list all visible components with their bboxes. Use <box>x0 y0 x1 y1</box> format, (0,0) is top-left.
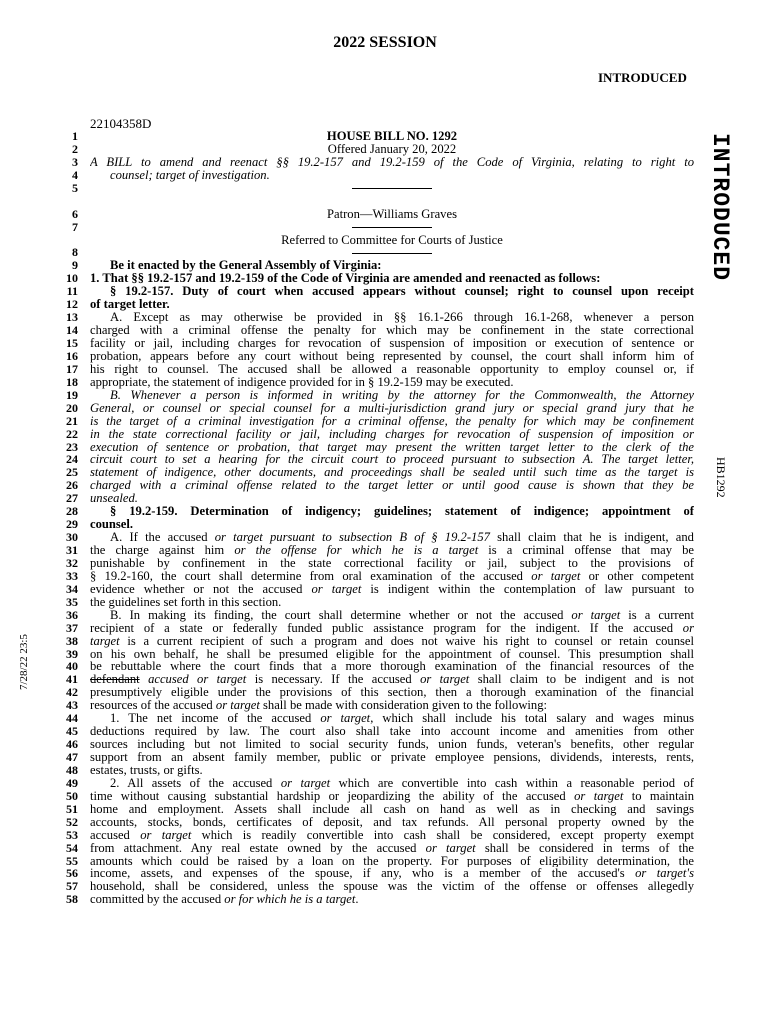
text-line: execution of sentence or probation, that target may present the written target letter to the clerk of the <box>90 440 694 454</box>
line-number: 42 <box>66 685 78 700</box>
line-38 <box>0 635 770 648</box>
line-number: 50 <box>66 788 78 803</box>
text-segment: or other competent <box>580 569 694 583</box>
line-39 <box>0 648 770 661</box>
text-line <box>90 544 694 557</box>
line-21 <box>0 415 770 428</box>
line-31 <box>0 544 770 557</box>
line-7b <box>0 234 770 247</box>
bill-title: A BILL to amend and reenact §§ 19.2-157 and 19.2-159 of the Code of Virginia, relating to right to <box>90 155 694 169</box>
text-segment: shall claim to be indigent and is not <box>469 673 694 687</box>
line-number: 48 <box>66 762 78 777</box>
line-11 <box>0 285 770 298</box>
line-number: 3 <box>72 154 78 169</box>
line-number: 45 <box>66 724 78 739</box>
separator-rule <box>352 253 432 254</box>
separator <box>90 246 694 259</box>
line-number: 47 <box>66 750 78 764</box>
text-line <box>90 673 694 686</box>
text-line: appropriate, the statement of indigence provided for in § 19.2-159 may be executed. <box>90 375 514 389</box>
text-line: B. Whenever a person is informed in writing by the attorney for the Commonwealth, the Attorney <box>110 388 694 402</box>
text-segment: is a criminal offense that may be <box>478 544 694 557</box>
text-line <box>90 570 694 583</box>
line-19 <box>0 389 770 402</box>
line-28 <box>0 505 770 518</box>
line-2 <box>0 143 770 156</box>
inserted-text: or <box>682 621 694 635</box>
line-20 <box>0 402 770 415</box>
line-30 <box>0 531 770 544</box>
text-line: accounts, stocks, bonds, certificates of deposit, and tax refunds. All personal property owned by the <box>90 815 694 829</box>
text-segment: shall claim that he is indigent, and <box>489 531 694 545</box>
text-segment: evidence whether or not the accused <box>90 582 312 596</box>
text-segment: resources of the accused <box>90 699 216 713</box>
text-segment: B. In making its finding, the court shall determine whether or not the accused <box>110 608 572 622</box>
line-51 <box>0 803 770 816</box>
line-number: 18 <box>66 374 78 389</box>
text-segment: to maintain <box>623 789 694 803</box>
text-line <box>90 635 694 648</box>
text-line <box>90 583 694 596</box>
text-line: his right to counsel. The accused shall be allowed a reasonable opportunity to employ counsel or, if <box>90 362 694 376</box>
line-number: 31 <box>66 543 78 557</box>
text-line: punishable by confinement in the state correctional facility or jail, subject to the provisions of <box>90 556 694 570</box>
text-line <box>90 699 694 712</box>
text-line <box>90 712 694 725</box>
text-line: sources including but not limited to social security funds, union funds, veteran's benefits, other regular <box>90 738 694 752</box>
inserted-text: or target pursuant to subsection B of § 19.2-157 <box>214 531 490 545</box>
text-line: probation, appears before any court without being represented by counsel, the court shall inform him of <box>90 349 694 363</box>
text-line: charged with a criminal offense the penalty for which may be confinement in the state correctional <box>90 324 694 338</box>
text-line <box>90 893 694 906</box>
section-heading: § 19.2-157. Duty of court when accused appears without counsel; right to counsel upon receipt <box>110 285 694 299</box>
text-line <box>90 842 694 855</box>
line-9 <box>0 259 770 272</box>
line-number: 16 <box>66 348 78 363</box>
text-line: is the target of a criminal investigation for a criminal offense, the penalty for which may be confinement <box>90 414 694 428</box>
line-12 <box>0 298 770 311</box>
text-line: home and employment. Assets shall include all cash on hand as well as in checking and savings <box>90 802 694 816</box>
text-line: support from an absent family member, public or private employee pensions, dividends, interests, rents, <box>90 751 694 764</box>
text-segment: § 19.2-160, the court shall determine from oral examination of the accused <box>90 569 532 583</box>
inserted-text: or target <box>320 712 371 726</box>
line-number: 56 <box>66 866 78 881</box>
struck-text: defendant <box>90 673 140 687</box>
line-15 <box>0 337 770 350</box>
text-line: circuit court to set a hearing for the circuit court to proceed pursuant to subsection A. The target letter, <box>90 453 694 467</box>
vertical-bill-text: HB1292 <box>714 457 728 498</box>
line-number: 37 <box>66 620 78 635</box>
line-number: 28 <box>66 504 78 519</box>
line-42 <box>0 686 770 699</box>
line-number: 57 <box>66 879 78 894</box>
inserted-text: or target <box>571 608 621 622</box>
line-6 <box>0 208 770 221</box>
line-45 <box>0 725 770 738</box>
line-number: 12 <box>66 297 78 312</box>
line-number: 14 <box>66 323 78 338</box>
line-52 <box>0 816 770 829</box>
line-8 <box>0 246 770 259</box>
text-segment: time without causing substantial hardship or jeopardizing the ability of the accused <box>90 789 575 803</box>
line-number: 15 <box>66 336 78 350</box>
section-heading-cont: of target letter. <box>90 298 170 312</box>
line-number: 43 <box>66 698 78 713</box>
line-number: 6 <box>72 206 78 221</box>
line-number: 20 <box>66 400 78 415</box>
line-number: 49 <box>66 775 78 790</box>
text-line: estates, trusts, or gifts. <box>90 763 203 777</box>
offered-date: Offered January 20, 2022 <box>327 142 457 156</box>
line-54 <box>0 842 770 855</box>
text-segment: which are convertible into cash within a reasonable period of <box>330 776 694 790</box>
text-line: facility or jail, including charges for revocation of suspension of imposition or execution of sentence or <box>90 337 694 350</box>
text-line: General, or counsel or special counsel for a multi-jurisdiction grand jury or special grand jury that he <box>90 401 694 415</box>
bill-body <box>0 130 770 906</box>
line-27 <box>0 492 770 505</box>
line-number: 33 <box>66 568 78 583</box>
line-22 <box>0 428 770 441</box>
text-segment: which is readily convertible into cash shall be considered, except property exempt <box>191 828 694 842</box>
text-line <box>90 531 694 544</box>
line-49 <box>0 777 770 790</box>
line-number: 40 <box>66 659 78 674</box>
text-segment: 2. All assets of the accused <box>110 776 281 790</box>
line-29 <box>0 518 770 531</box>
line-number: 29 <box>66 517 78 532</box>
text-line: presumptively eligible under the provisions of this section, then a thorough examination of the financial <box>90 686 694 700</box>
inserted-text: or for which he is a target <box>224 893 356 907</box>
text-segment: is a current <box>620 608 694 622</box>
line-35 <box>0 596 770 609</box>
text-line: be rebuttable where the court finds that a more thorough examination of the financial resources of the <box>90 660 694 674</box>
text-segment: shall be made with consideration given to the following: <box>259 699 548 713</box>
enacting-clause: Be it enacted by the General Assembly of Virginia: <box>110 259 382 273</box>
text-segment: from attachment. Any real estate owned by the accused <box>90 841 426 855</box>
line-number: 13 <box>66 310 78 325</box>
text-line <box>90 867 694 880</box>
text-segment: is necessary. If the accused <box>246 673 421 687</box>
line-number: 35 <box>66 594 78 609</box>
line-number: 38 <box>66 633 78 648</box>
line-18 <box>0 376 770 389</box>
line-50 <box>0 790 770 803</box>
line-3 <box>0 156 770 169</box>
line-56 <box>0 867 770 880</box>
status-label: INTRODUCED <box>598 70 687 85</box>
line-number: 44 <box>66 711 78 726</box>
text-segment: is a current recipient of such a program and does not waive his right to counsel or retain counsel <box>119 634 694 648</box>
inserted-text: target <box>90 634 120 648</box>
line-number: 39 <box>66 646 78 661</box>
line-53 <box>0 829 770 842</box>
line-number: 21 <box>66 413 78 428</box>
committee-referral: Referred to Committee for Courts of Justice <box>281 233 503 247</box>
line-4 <box>0 169 770 182</box>
text-line <box>90 829 694 842</box>
inserted-text: or the offense for which he is a target <box>234 544 479 557</box>
text-line: unsealed. <box>90 492 138 506</box>
bill-title-cont: counsel; target of investigation. <box>110 168 270 182</box>
line-number: 11 <box>66 284 78 299</box>
line-number: 23 <box>66 439 78 454</box>
line-number: 30 <box>66 530 78 545</box>
inserted-text: or target's <box>635 867 694 881</box>
inserted-text: or target <box>574 789 624 803</box>
line-24 <box>0 453 770 466</box>
text-line <box>90 790 694 803</box>
vertical-status-text: INTRODUCED <box>707 133 733 282</box>
line-number: 58 <box>66 892 78 907</box>
inserted-text: or target <box>280 776 331 790</box>
patron: Patron—Williams Graves <box>327 207 457 221</box>
text-segment: A. If the accused <box>110 531 215 545</box>
line-58 <box>0 893 770 906</box>
line-number: 9 <box>72 258 78 273</box>
line-47 <box>0 751 770 764</box>
vertical-date-text: 7/28/22 23:5 <box>18 634 30 690</box>
section-heading-cont: counsel. <box>90 518 134 532</box>
line-number: 36 <box>66 607 78 622</box>
text-line: on his own behalf, he shall be presumed eligible for the appointment of counsel. This presumption shall <box>90 647 694 661</box>
line-number: 32 <box>66 555 78 570</box>
text-line: in the state correctional facility or jail, including charges for revocation of suspension of imposition or <box>90 427 694 441</box>
text-segment: . <box>355 893 359 907</box>
inserted-text: or target <box>420 673 470 687</box>
line-17 <box>0 363 770 376</box>
line-32 <box>0 557 770 570</box>
separator <box>90 221 694 234</box>
line-number: 53 <box>66 827 78 842</box>
line-7 <box>0 221 770 234</box>
inserted-text: accused or target <box>139 673 247 687</box>
line-34 <box>0 583 770 596</box>
line-13 <box>0 311 770 324</box>
text-line: charged with a criminal offense related to the target letter or until good cause is shown that they be <box>90 479 694 493</box>
line-number: 17 <box>66 361 78 376</box>
line-46 <box>0 738 770 751</box>
line-41 <box>0 673 770 686</box>
line-40 <box>0 660 770 673</box>
line-43 <box>0 699 770 712</box>
line-33 <box>0 570 770 583</box>
line-number: 4 <box>72 167 78 182</box>
line-blank <box>0 195 770 208</box>
text-line <box>90 609 694 622</box>
section-heading: § 19.2-159. Determination of indigency; guidelines; statement of indigence; appointment of <box>110 505 694 519</box>
line-5 <box>0 182 770 195</box>
line-55 <box>0 855 770 868</box>
line-10 <box>0 272 770 285</box>
line-number: 54 <box>66 840 78 855</box>
line-number: 1 <box>72 129 78 143</box>
line-number: 52 <box>66 814 78 829</box>
session-heading: 2022 SESSION <box>333 34 437 51</box>
line-48 <box>0 764 770 777</box>
text-segment: recipient of a state or federally funded public assistance program for the indigent. If the accused <box>90 621 683 635</box>
separator <box>90 182 694 195</box>
text-line: deductions required by law. The court also shall take into account income and amenities from other <box>90 725 694 739</box>
text-line <box>90 777 694 790</box>
inserted-text: or target <box>215 699 260 713</box>
line-number: 22 <box>66 426 78 441</box>
document-id: 22104358D <box>90 116 152 131</box>
line-number: 2 <box>72 141 78 156</box>
line-44 <box>0 712 770 725</box>
line-16 <box>0 350 770 363</box>
line-1 <box>0 130 770 143</box>
line-number: 7 <box>72 219 78 234</box>
text-segment: , which shall include his total salary and wages minus <box>370 712 694 726</box>
line-26 <box>0 479 770 492</box>
line-57 <box>0 880 770 893</box>
text-segment: shall be considered in terms of the <box>475 841 694 855</box>
line-number: 19 <box>66 387 78 402</box>
enactment-line: 1. That §§ 19.2-157 and 19.2-159 of the Code of Virginia are amended and reenacted as follows: <box>90 272 601 286</box>
text-line: statement of indigence, other documents, and proceedings shall be sealed until such time as the target is <box>90 466 694 480</box>
line-37 <box>0 622 770 635</box>
text-segment: income, assets, and expenses of the spouse, if any, who is a member of the accused's <box>90 867 636 881</box>
line-number: 27 <box>66 491 78 506</box>
inserted-text: or target <box>425 841 476 855</box>
text-line: the guidelines set forth in this section. <box>90 595 282 609</box>
text-segment: committed by the accused <box>90 893 225 907</box>
text-segment: is indigent within the contemplation of law pursuant to <box>361 582 694 596</box>
line-25 <box>0 466 770 479</box>
text-segment: accused <box>90 828 141 842</box>
inserted-text: or target <box>311 582 362 596</box>
line-number: 5 <box>72 180 78 195</box>
text-line: household, shall be considered, unless the spouse was the victim of the offense or offenses allegedly <box>90 880 694 894</box>
bill-number: HOUSE BILL NO. 1292 <box>326 130 458 143</box>
inserted-text: or target <box>531 569 581 583</box>
line-number: 41 <box>66 672 78 687</box>
line-number: 34 <box>66 581 78 596</box>
text-line <box>90 622 694 635</box>
line-number: 55 <box>66 853 78 868</box>
separator-rule <box>352 188 432 189</box>
line-number: 8 <box>72 245 78 260</box>
line-14 <box>0 324 770 337</box>
text-line: A. Except as may otherwise be provided in §§ 16.1-266 through 16.1-268, whenever a person <box>110 311 694 325</box>
text-line: amounts which could be raised by a loan on the property. For purposes of eligibility determination, the <box>90 854 694 868</box>
line-number: 51 <box>66 801 78 816</box>
text-segment: 1. The net income of the accused <box>110 712 321 726</box>
line-number: 25 <box>66 465 78 480</box>
line-number: 26 <box>66 478 78 493</box>
inserted-text: or target <box>140 828 192 842</box>
line-23 <box>0 441 770 454</box>
line-36 <box>0 609 770 622</box>
line-number: 46 <box>66 737 78 752</box>
line-number: 24 <box>66 452 78 467</box>
separator-rule <box>352 227 432 228</box>
line-number: 10 <box>66 271 78 286</box>
text-segment: the charge against him <box>90 544 235 557</box>
